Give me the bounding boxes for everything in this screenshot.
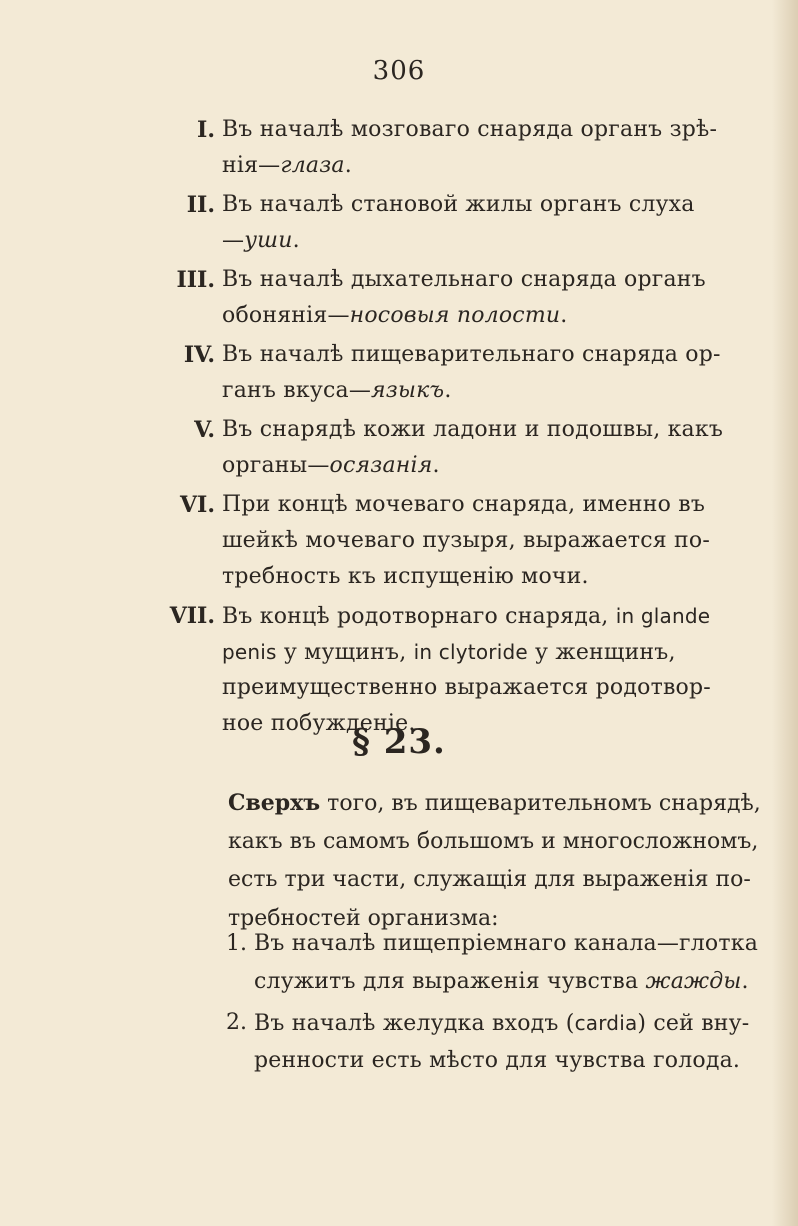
text-segment: глаза bbox=[280, 153, 345, 178]
text-segment: . bbox=[560, 303, 568, 328]
list-item bbox=[226, 925, 784, 1001]
text-segment: шейкѣ мочеваго пузыря, выражается по- bbox=[222, 528, 710, 553]
list-item bbox=[183, 337, 782, 409]
paragraph-line: какъ въ самомъ большомъ и многосложномъ, bbox=[228, 828, 759, 854]
text-segment: Въ началѣ желудка входъ ( bbox=[254, 1011, 575, 1036]
item-number: 2. bbox=[226, 1010, 247, 1035]
item-number: IV. bbox=[183, 342, 215, 368]
item-line bbox=[222, 223, 782, 259]
item-line bbox=[222, 298, 782, 334]
text-segment: in glande bbox=[615, 604, 711, 628]
text-segment: ) сей вну- bbox=[637, 1011, 750, 1036]
item-line bbox=[222, 487, 782, 523]
sub-list bbox=[226, 925, 784, 1083]
page-number: 306 bbox=[372, 56, 426, 86]
text-segment: Въ концѣ родотворнаго снаряда, bbox=[222, 604, 616, 629]
text-segment: . bbox=[344, 153, 352, 178]
text-segment: осязанія bbox=[329, 453, 433, 478]
item-number: I. bbox=[197, 117, 215, 143]
text-segment: Въ началѣ становой жилы органъ слуха bbox=[222, 192, 695, 217]
text-segment: cardia bbox=[574, 1011, 638, 1035]
text-segment: уши bbox=[244, 228, 293, 253]
list-item bbox=[176, 262, 782, 334]
item-line bbox=[222, 112, 782, 148]
list-item bbox=[169, 598, 782, 742]
text-segment: ганъ вкуса— bbox=[222, 378, 372, 403]
text-segment: Въ началѣ мозговаго снаряда органъ зрѣ- bbox=[222, 117, 718, 142]
text-segment: Въ началѣ пищепріемнаго канала—глотка bbox=[254, 931, 759, 956]
item-line bbox=[222, 412, 782, 448]
text-segment: ренности есть мѣсто для чувства голода. bbox=[254, 1048, 741, 1073]
item-line bbox=[222, 373, 782, 409]
text-segment: носовыя полости bbox=[349, 303, 561, 328]
list-item bbox=[194, 412, 782, 484]
text-segment: — bbox=[222, 228, 245, 253]
text-segment: у мущинъ, bbox=[276, 640, 414, 665]
item-line bbox=[222, 337, 782, 373]
paragraph-first-word: Сверхъ bbox=[228, 790, 321, 816]
text-segment: преимущественно выражается родотвор- bbox=[222, 675, 711, 700]
paragraph-rest: того, въ пищеварительномъ снарядѣ, bbox=[320, 791, 761, 816]
item-line bbox=[222, 598, 782, 634]
section-heading: § 23. bbox=[352, 722, 446, 762]
item-number: VI. bbox=[179, 492, 215, 518]
item-line bbox=[222, 559, 782, 595]
text-segment: Въ снарядѣ кожи ладони и подошвы, какъ bbox=[222, 417, 724, 442]
item-line bbox=[222, 187, 782, 223]
item-number: II. bbox=[186, 192, 215, 218]
item-line bbox=[222, 448, 782, 484]
text-segment: органы— bbox=[222, 453, 330, 478]
item-line bbox=[254, 1004, 784, 1042]
text-segment: у женщинъ, bbox=[527, 640, 676, 665]
text-segment: жажды bbox=[645, 969, 742, 994]
text-segment: in clytoride bbox=[413, 640, 528, 664]
text-segment: языкъ bbox=[371, 378, 445, 403]
item-line bbox=[222, 634, 782, 670]
text-segment: Въ началѣ пищеварительнаго снаряда ор- bbox=[222, 342, 721, 367]
list-item bbox=[226, 1004, 784, 1080]
item-number: V. bbox=[194, 417, 215, 443]
text-segment: ное побужденіе. bbox=[222, 711, 416, 736]
list-item bbox=[179, 487, 782, 595]
paragraph bbox=[228, 784, 784, 938]
item-line bbox=[254, 925, 784, 963]
list-item bbox=[197, 112, 782, 184]
item-line bbox=[254, 963, 784, 1001]
text-segment: . bbox=[444, 378, 452, 403]
paragraph-line: требностей организма: bbox=[228, 905, 499, 931]
text-segment: нія— bbox=[222, 153, 281, 178]
item-number: 1. bbox=[226, 931, 247, 956]
paragraph-line: есть три части, служащія для выраженія по- bbox=[228, 867, 751, 892]
paragraph-line bbox=[228, 784, 784, 823]
list-item bbox=[186, 187, 782, 259]
item-line bbox=[254, 1042, 784, 1080]
item-number: III. bbox=[176, 267, 215, 293]
text-segment: . bbox=[432, 453, 440, 478]
text-segment: служитъ для выраженія чувства bbox=[254, 969, 646, 994]
text-segment: Въ началѣ дыхательнаго снаряда органъ bbox=[222, 267, 706, 292]
text-segment: penis bbox=[222, 640, 277, 664]
text-segment: обонянія— bbox=[222, 303, 350, 328]
numbered-list bbox=[169, 112, 782, 745]
item-line bbox=[222, 523, 782, 559]
text-segment: . bbox=[741, 969, 749, 994]
item-line bbox=[222, 670, 782, 706]
text-segment: . bbox=[292, 228, 300, 253]
text-segment: требность къ испущенію мочи. bbox=[222, 564, 589, 589]
item-line bbox=[222, 262, 782, 298]
item-line bbox=[222, 148, 782, 184]
text-segment: При концѣ мочеваго снаряда, именно въ bbox=[222, 492, 706, 517]
item-number: VII. bbox=[169, 603, 215, 629]
